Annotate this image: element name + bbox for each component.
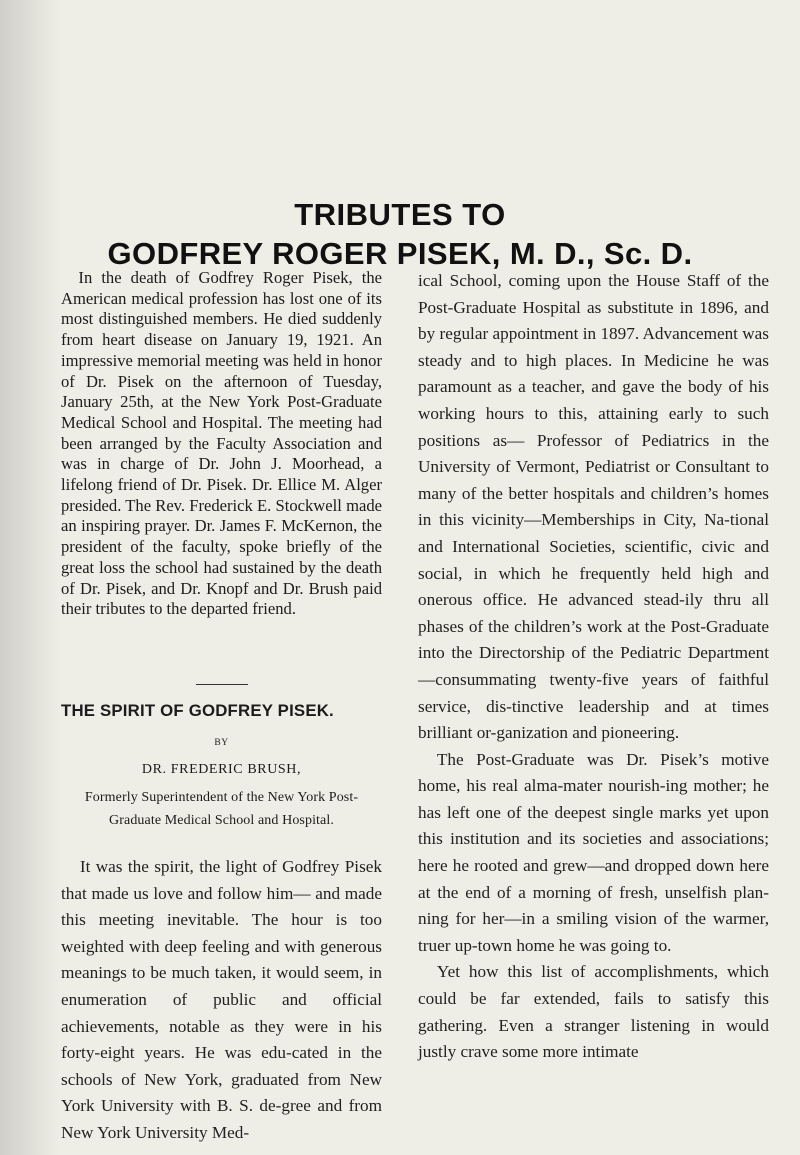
body-paragraph-left: It was the spirit, the light of Godfrey Pisek that made us love and follow him— and made this meeting inevitable. The hour is too weighted with deep feeling and with generous meanings to be much taken, it would seem, in enumeration of public and official achievements, notable as they were in his forty-eight years. He was edu-cated in the schools of New York, graduated from New York University with B. S. de-gree and from New York University Med-	[61, 856, 382, 1142]
title-line-2: GODFREY ROGER PISEK, M. D., Sc. D.	[107, 236, 693, 271]
intro-paragraph: In the death of Godfrey Roger Pisek, the American medical profession has lost one of its most distinguished members. He died suddenly from heart disease on January 19, 1921. An impressive memorial meeting was held in honor of Dr. Pisek on the afternoon of Tuesday, January 25th, at the New York Post-Graduate Medical School and Hospital. The meeting had been arranged by the Faculty Association and was in charge of Dr. John J. Moorhead, a lifelong friend of Dr. Pisek. Dr. Ellice M. Alger presided. The Rev. Frederick E. Stockwell made an inspiring prayer. Dr. James F. McKernon, the president of the faculty, spoke briefly of the great loss the school had sustained by the death of Dr. Pisek, and Dr. Knopf and Dr. Brush paid their tributes to the departed friend.	[61, 268, 382, 619]
title-line-1: TRIBUTES TO	[294, 197, 506, 232]
body-paragraph-right-1: ical School, coming upon the House Staff of the Post-Graduate Hospital as substitute in 1896, and by regular appointment in 1897. Advancement was steady and to high places. In Medicine he was paramount as a teacher, and gave the body of his working hours to this, attaining early to such positions as— Professor of Pediatrics in the University of Vermont, Pediatrist or Consultant to many of the better hospitals and children’s homes in this vicinity—Memberships in City, Na-tional and International Societies, scientific, civic and social, in which he frequently held high and onerous office. He advanced stead-ily thru all phases of the children’s work at the Post-Graduate into the Directorship of the Pediatric Department—consummating twenty-five years of faithful service, dis-tinctive leadership and at times brilliant or-ganization and pioneering.	[418, 271, 769, 743]
body-paragraph-right-3: Yet how this list of accomplishments, which could be far extended, fails to satisfy this gathering. Even a stranger listening in would justly crave some more intimate	[418, 962, 769, 1062]
section-heading: THE SPIRIT OF GODFREY PISEK.	[61, 700, 334, 720]
page-title	[0, 196, 800, 273]
page-shadow-edge	[0, 0, 60, 1155]
author-role: Formerly Superintendent of the New York Post-Graduate Medical School and Hospital.	[84, 789, 359, 828]
body-paragraph-right-2: The Post-Graduate was Dr. Pisek’s motive home, his real alma-mater nourish-ing mother; he has left one of the deepest single marks yet upon this institution and its societies and associations; here he rooted and grew—and dropped down here at the end of a morning of fresh, unselfish plan-ning for her—in a smiling vision of the warmer, truer up-town home he was going to.	[418, 749, 769, 955]
author-name: DR. FREDERIC BRUSH,	[141, 761, 302, 777]
left-column	[61, 268, 382, 1146]
section-divider	[196, 684, 248, 685]
right-column	[418, 268, 769, 1066]
byline-by: BY	[214, 737, 229, 748]
